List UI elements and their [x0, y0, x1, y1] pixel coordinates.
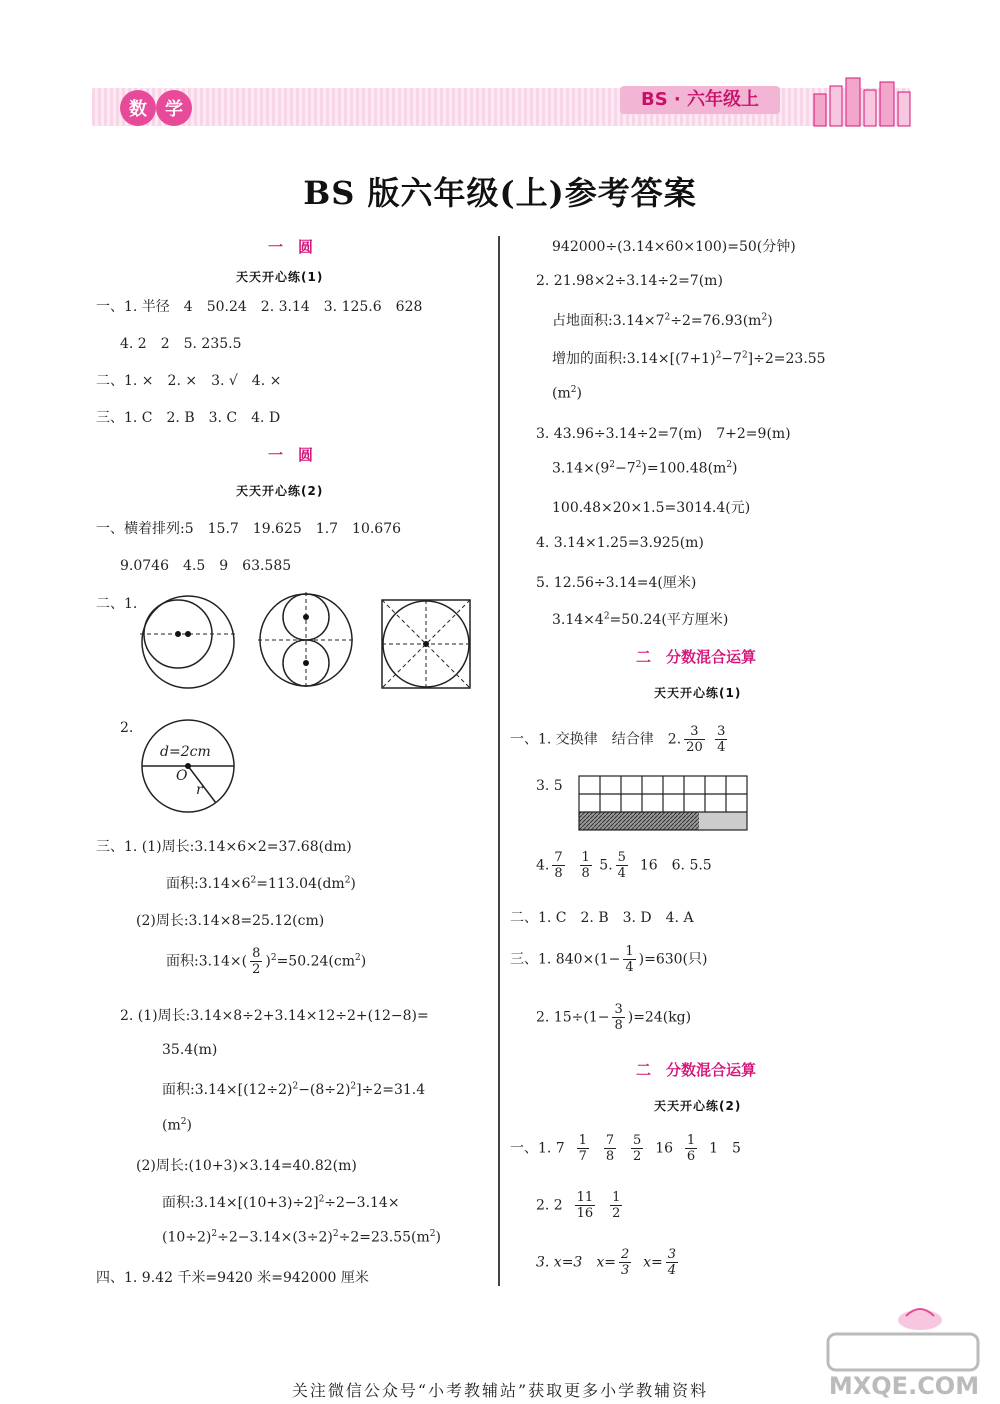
figure-label-o: O	[176, 768, 188, 784]
answer-line: 5. 12.56÷3.14=4(厘米)	[536, 575, 697, 591]
answer-line: 一、1. 7 $\frac{1}{7}$ $\frac{7}{8}$ $\frac{5}{2}$ 16 $\frac{1}{6}$ 1 5	[510, 1133, 741, 1164]
answer-line: 一、1. 交换律 结合律 2. $\frac{3}{20}$ $\frac{3}{4}$	[510, 724, 726, 755]
section-heading: 一 圆	[268, 446, 314, 464]
books-decoration-icon	[806, 72, 916, 128]
answer-line: (2)周长:3.14×8=25.12(cm)	[136, 913, 325, 929]
answer-line: 2. 15÷(1− $\frac{3}{8}$ )=24(kg)	[536, 1002, 692, 1033]
answer-line: 占地面积$:3.14\times 7^2\div 2=76.93(m^2)$	[552, 312, 773, 329]
svg-text:数: 数	[129, 99, 147, 120]
answer-line: 面积$:3.14\times 6^2=113.04(dm^2)$	[166, 875, 356, 892]
answer-line: $(m^2)$	[162, 1117, 192, 1134]
svg-text:学: 学	[165, 99, 183, 120]
answer-line: 4. $\frac{7}{8}$ $\frac{1}{8}$ 5. $\frac{5}{4}$ 16 6. 5.5	[536, 850, 712, 881]
header-band	[92, 88, 910, 126]
watermark-text: MXQE.COM	[828, 1372, 980, 1400]
answer-line: 2. 21.98×2÷3.14÷2=7(m)	[536, 273, 723, 289]
answer-line: 三、1. C 2. B 3. C 4. D	[96, 410, 281, 426]
answer-line: $3.14\times 4^2=50.24$(平方厘米)	[552, 611, 729, 628]
answer-line: 四、1. 9.42 千米=9420 米=942000 厘米	[96, 1270, 369, 1286]
answer-line: 增加的面积$:3.14\times[(7+1)^2-7^2]\div 2=23.55$	[552, 350, 826, 367]
answer-line: 35.4(m)	[162, 1042, 218, 1058]
section-heading: 二 分数混合运算	[636, 1061, 757, 1079]
answer-line: 二、1.	[96, 596, 138, 612]
diameter-figure	[136, 718, 246, 818]
answer-line: 3. 5	[536, 778, 563, 794]
answer-line: $(m^2)$	[552, 385, 582, 402]
answer-line: (2)周长:(10+3)×3.14=40.82(m)	[136, 1158, 357, 1174]
square-circle-figure	[380, 598, 472, 690]
circle-figure-1	[138, 592, 238, 692]
answer-line: 二、1. C 2. B 3. D 4. A	[510, 910, 694, 926]
answer-line: 3. 43.96÷3.14÷2=7(m) 7+2=9(m)	[536, 426, 791, 442]
answer-line: 942000÷(3.14×60×100)=50(分钟)	[552, 239, 796, 255]
sub-heading: 天天开心练(2)	[236, 484, 324, 498]
page-title: BS 版六年级(上)参考答案	[303, 174, 697, 212]
sub-heading: 天天开心练(2)	[654, 1099, 742, 1113]
circle-figure-2	[256, 590, 356, 690]
subject-logo	[118, 86, 198, 130]
answer-line: 面积$:3.14\times[(12\div 2)^2-(8\div 2)^2]\div 2=31.4$	[162, 1081, 426, 1098]
answer-line: $3.14\times(9^2-7^2)=100.48(m^2)$	[552, 460, 738, 477]
answer-line: 2. 2 $\frac{11}{16}$ $\frac{1}{2}$	[536, 1190, 621, 1221]
answer-line: 9.0746 4.5 9 63.585	[120, 558, 292, 574]
answer-line: 三、1. (1)周长:3.14×6×2=37.68(dm)	[96, 839, 352, 855]
figure-label-r: r	[196, 782, 203, 798]
answer-line: 一、横着排列:5 15.7 19.625 1.7 10.676	[96, 521, 402, 537]
answer-line: 3. x=3 x= $\frac{2}{3}$ x= $\frac{3}{4}$	[536, 1247, 677, 1278]
answer-line: 面积$:3.14\times[(10+3)\div 2]^2\div 2-3.14\times$	[162, 1194, 400, 1211]
answer-line: 面积:3.14×( $\frac{8}{2}$ )$^2=50.24(cm^2)$	[166, 946, 367, 977]
answer-line: 4. 2 2 5. 235.5	[120, 336, 242, 352]
figure-label-d: d=2cm	[160, 744, 211, 760]
answer-line: $(10\div 2)^2\div 2-3.14\times(3\div 2)^2\div 2=23.55(m^2)$	[162, 1229, 441, 1246]
sub-heading: 天天开心练(1)	[654, 686, 742, 700]
answer-line: 一、1. 半径 4 50.24 2. 3.14 3. 125.6 628	[96, 299, 423, 315]
fraction-grid-figure	[578, 775, 748, 831]
answer-line: 2.	[120, 720, 134, 736]
sub-heading: 天天开心练(1)	[236, 270, 324, 284]
footer-note: 关注微信公众号“小考教辅站”获取更多小学教辅资料	[291, 1381, 709, 1400]
section-heading: 一 圆	[268, 238, 314, 256]
answer-line: 2. (1)周长:3.14×8÷2+3.14×12÷2+(12−8)=	[120, 1008, 429, 1024]
section-heading: 二 分数混合运算	[636, 648, 757, 666]
column-divider	[498, 236, 500, 1286]
answer-line: 二、1. × 2. × 3. √ 4. ×	[96, 373, 282, 389]
answer-line: 100.48×20×1.5=3014.4(元)	[552, 500, 751, 516]
grade-tag: BS · 六年级上	[620, 86, 780, 114]
answer-line: 4. 3.14×1.25=3.925(m)	[536, 535, 704, 551]
answer-line: 三、1. 840×(1− $\frac{1}{4}$ )=630(只)	[510, 944, 708, 975]
